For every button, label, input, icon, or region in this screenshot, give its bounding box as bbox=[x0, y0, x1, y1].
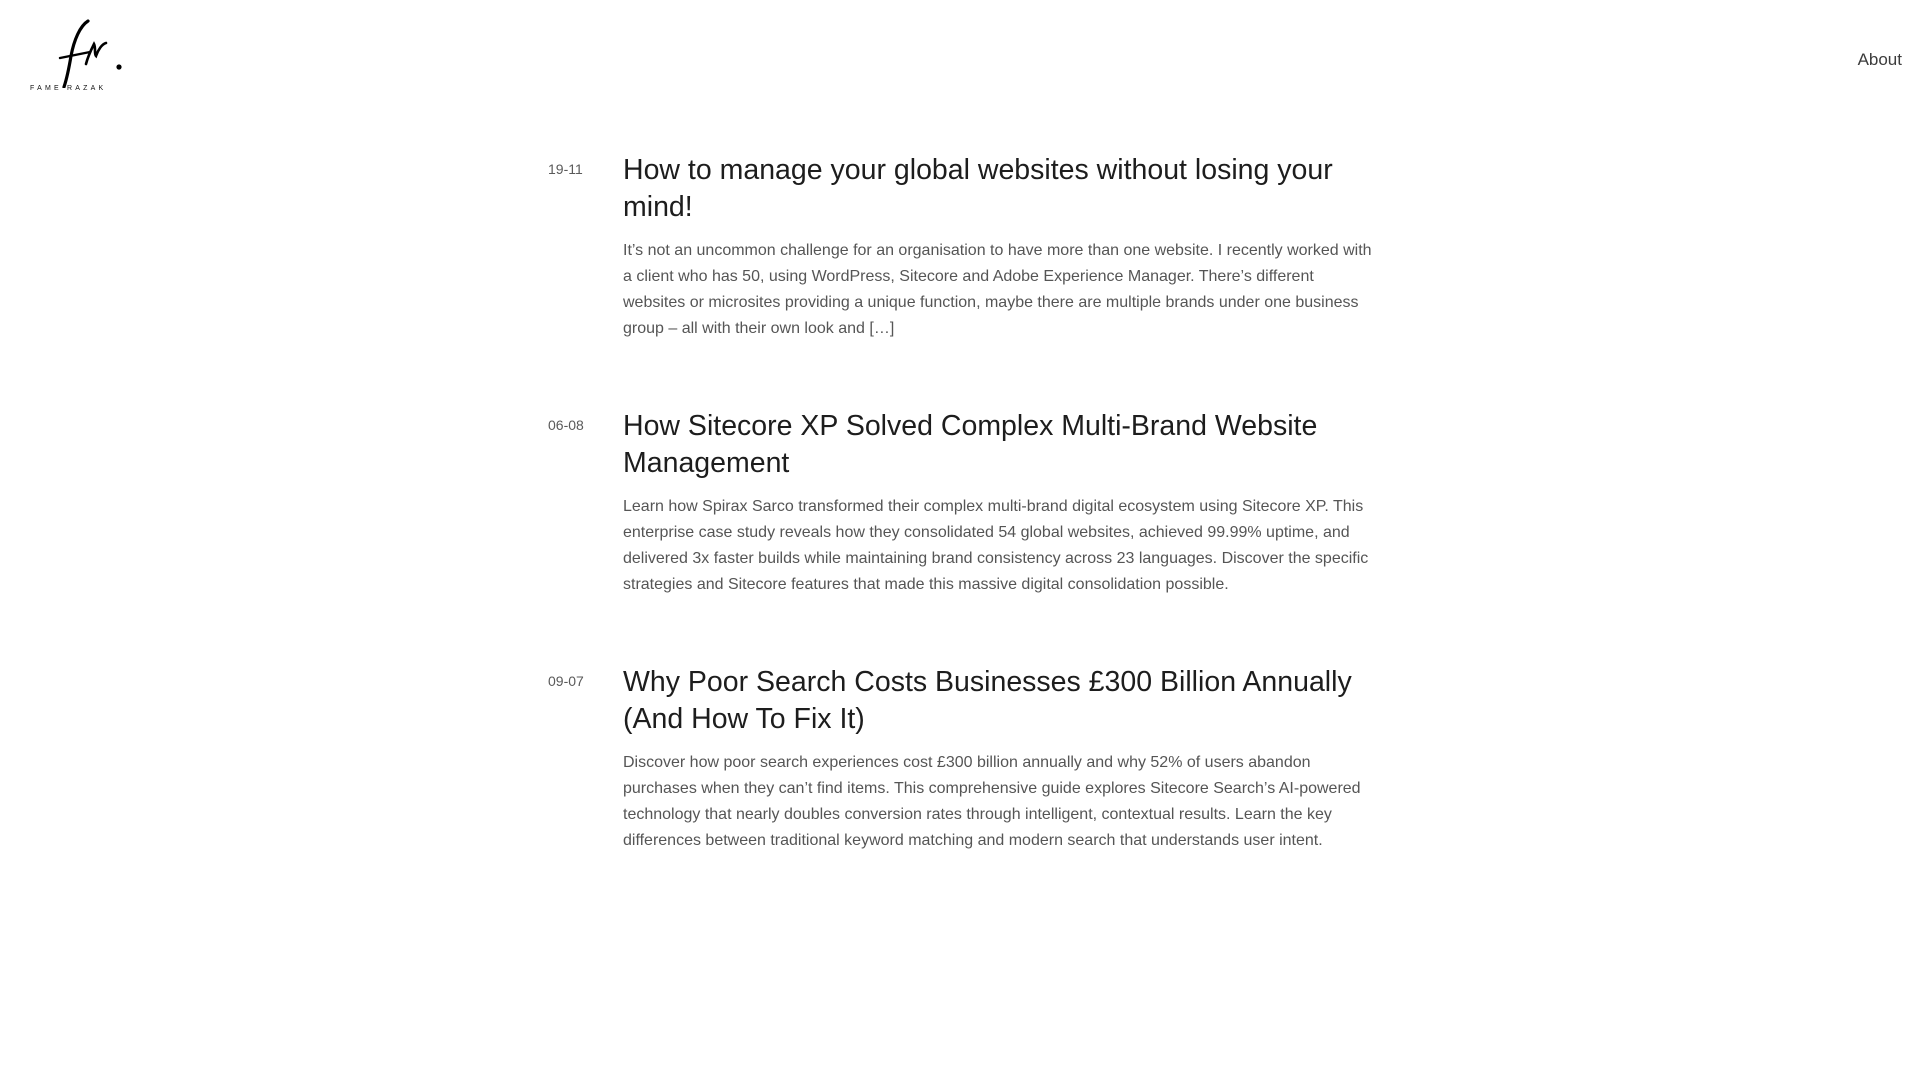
post-date: 19-11 bbox=[548, 161, 583, 177]
post-title-link[interactable]: Why Poor Search Costs Businesses £300 Billion Annually (And How To Fix It) bbox=[623, 666, 1352, 735]
site-header bbox=[0, 0, 1920, 110]
post-date: 09-07 bbox=[548, 673, 584, 689]
post-item bbox=[548, 408, 1378, 598]
logo[interactable] bbox=[30, 18, 126, 104]
logo-wordmark: FAME RAZAK bbox=[30, 85, 107, 92]
post-item bbox=[548, 152, 1378, 342]
post-item bbox=[548, 664, 1378, 854]
signature-logo-icon bbox=[30, 18, 126, 88]
post-date: 06-08 bbox=[548, 417, 584, 433]
post-excerpt: Learn how Spirax Sarco transformed their complex multi-brand digital ecosystem using Sitecore XP. This enterprise case study reveals how they consolidated 54 global websites, achieved 99.99% uptime, and delivered 3x faster builds while maintaining brand consistency across 23 languages. Discover the specific strategies and Sitecore features that made this massive digital consolidation possible. bbox=[623, 498, 1369, 593]
post-title-link[interactable]: How to manage your global websites without losing your mind! bbox=[623, 154, 1333, 223]
post-excerpt: It’s not an uncommon challenge for an organisation to have more than one website. I recently worked with a client who has 50, using WordPress, Sitecore and Adobe Experience Manager. There’s different websites or microsites providing a unique function, maybe there are multiple brands under one business group – all with their own look and […] bbox=[623, 242, 1372, 337]
post-excerpt: Discover how poor search experiences cost £300 billion annually and why 52% of users abandon purchases when they can’t find items. This comprehensive guide explores Sitecore Search’s AI-powered technology that nearly doubles conversion rates through intelligent, contextual results. Learn the key differences between traditional keyword matching and modern search that understands user intent. bbox=[623, 754, 1361, 849]
post-title-link[interactable]: How Sitecore XP Solved Complex Multi-Brand Website Management bbox=[623, 410, 1318, 479]
nav-about-link[interactable]: About bbox=[1857, 50, 1902, 69]
post-list bbox=[548, 152, 1378, 920]
